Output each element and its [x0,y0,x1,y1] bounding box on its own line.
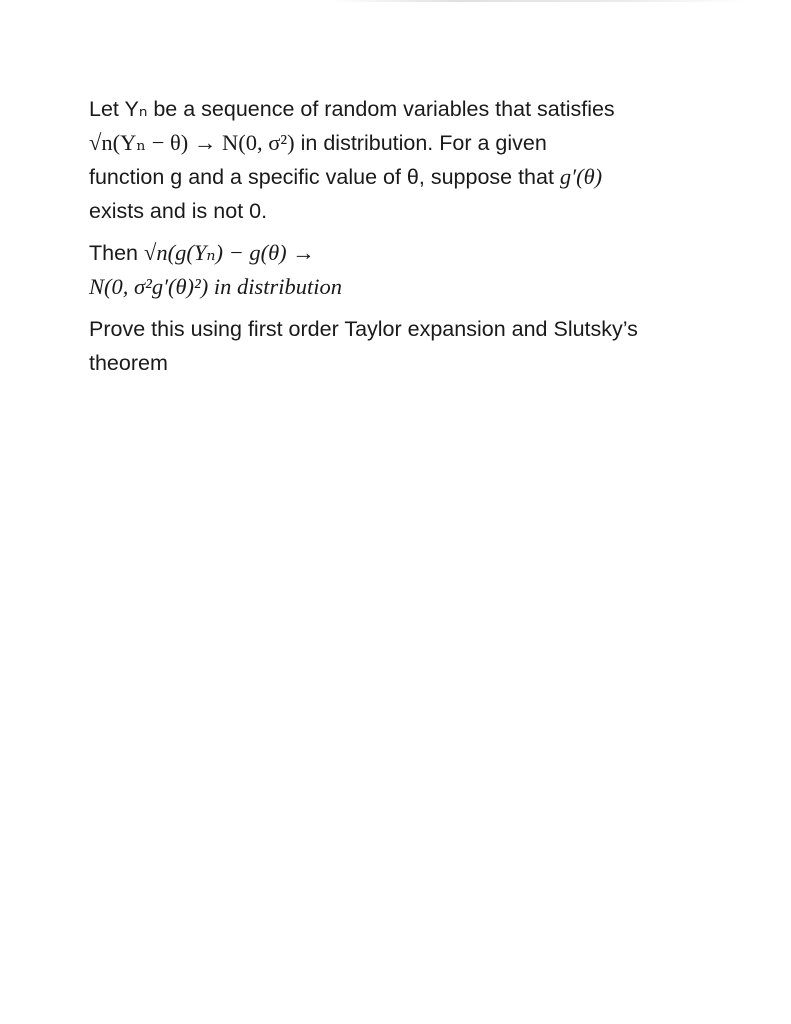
statement-line-3 [89,160,729,194]
scan-edge-shadow [330,0,750,2]
statement-line-4: exists and is not 0. [89,199,268,223]
task-instruction [89,312,729,380]
conclusion-line-1 [89,236,729,270]
statement-line-2 [89,126,729,160]
task-line-1: Prove this using first order Taylor expansion and Slutsky’s [89,317,638,341]
conclusion-statement [89,236,729,304]
derivative-expression: g′(θ) [559,164,603,189]
conclusion-limit-expression: √n(g(Yₙ) − g(θ) → [143,240,315,265]
conclusion-distribution-expression: N(0, σ²g′(θ)²) in distribution [89,274,343,299]
conclusion-line-2 [89,270,729,304]
statement-line-3-text: function g and a specific value of θ, suppose that [89,165,560,189]
conclusion-line-1-text: Then [89,241,144,265]
statement-line-2-text: in distribution. For a given [294,131,547,155]
statement-line-1: Let Yₙ be a sequence of random variables that satisfies [89,97,615,121]
task-line-2: theorem [89,351,168,375]
statement-limit-expression: √n(Yₙ − θ) → N(0, σ²) [89,130,295,155]
problem-statement [89,92,729,228]
document-page [89,92,729,380]
